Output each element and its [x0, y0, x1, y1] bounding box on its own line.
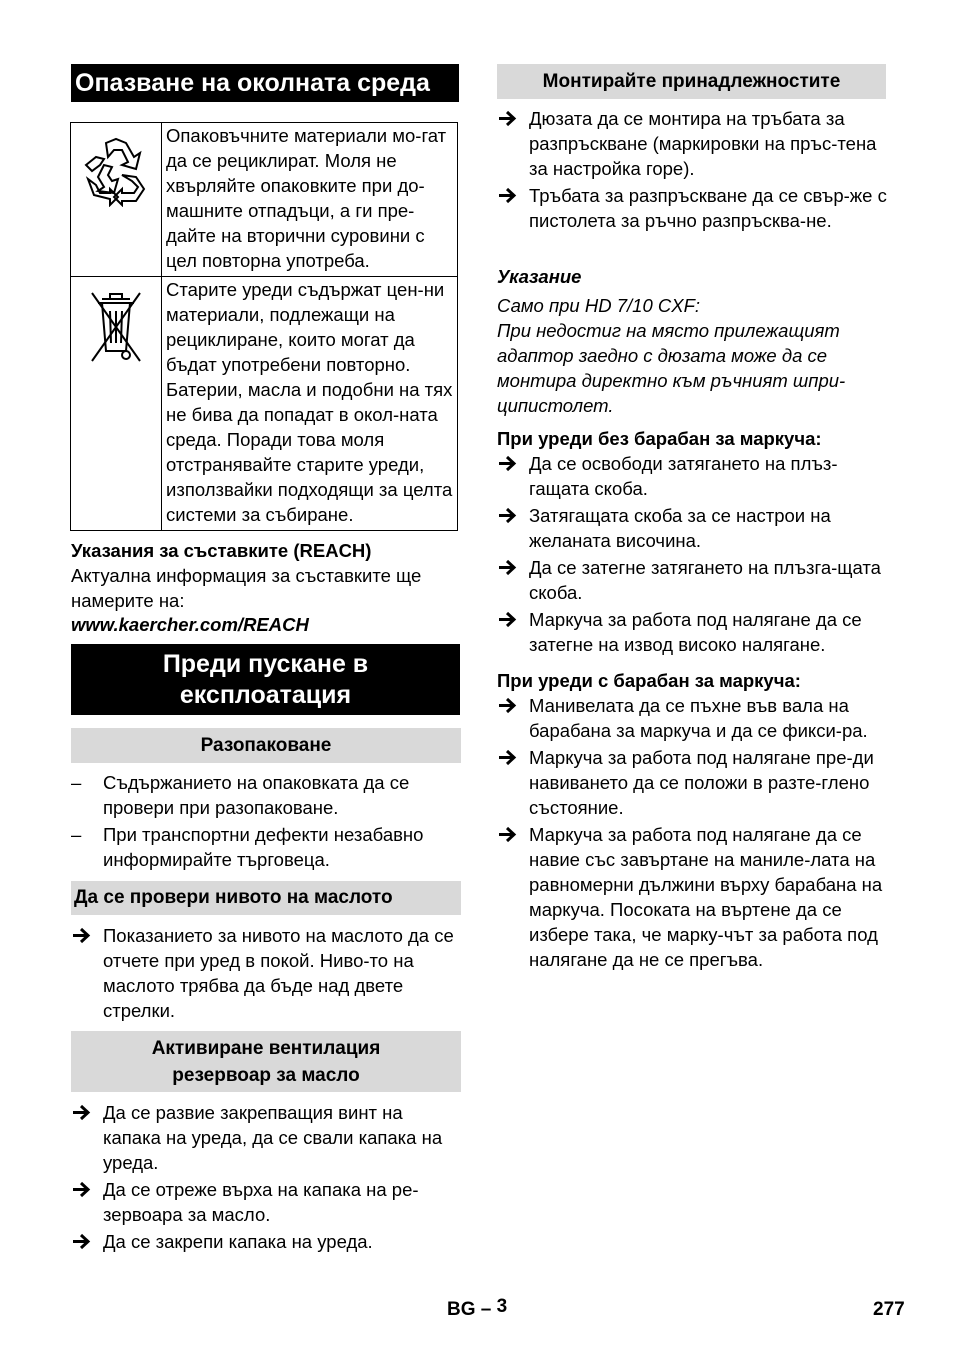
- page-number: 277: [873, 1299, 905, 1320]
- list-item: Затягащата скоба за се настрои на желаната височина.: [497, 503, 887, 553]
- drum-list: [497, 693, 887, 974]
- reach-heading: Указания за съставките (REACH): [71, 540, 372, 561]
- arrow-right-icon: [497, 555, 519, 580]
- oil-list: [71, 923, 461, 1025]
- oil-heading: Да се провери нивото на маслото: [71, 881, 461, 915]
- arrow-right-icon: [497, 183, 519, 208]
- drum-heading: При уреди с барабан за маркуча:: [497, 670, 801, 691]
- list-item: Маркуча за работа под налягане пре-ди навиването да се положи в разте-глено състояние.: [497, 745, 887, 820]
- list-item: Да се отреже върха на капака на ре-зервоара за масло.: [71, 1177, 461, 1227]
- arrow-right-icon: [497, 451, 519, 476]
- list-item: Маркуча за работа под налягане да се навие със завъртане на маниле-лата на равномерни дължини върху барабана на маркуча. Посоката на въртене да се избере така, че марку-чът за работа под налягане да не се прегъва.: [497, 822, 887, 972]
- dash-icon: –: [71, 772, 82, 793]
- note-heading: Указание: [497, 266, 582, 287]
- vent-heading: [71, 1031, 461, 1092]
- nodrum-heading: При уреди без барабан за маркуча:: [497, 428, 822, 449]
- unpack-list: [71, 770, 461, 874]
- acc-list: [497, 106, 887, 235]
- list-item: Маркуча за работа под налягане да се затегне на извод високо налягане.: [497, 607, 887, 657]
- recycle-icon: [78, 135, 154, 207]
- arrow-right-icon: [71, 1100, 93, 1125]
- footer-dash: –: [480, 1299, 492, 1320]
- arrow-right-icon: [497, 607, 519, 632]
- list-item: Тръбата за разпръскване да се свър-же с пистолета за ръчно разпръсква-не.: [497, 183, 887, 233]
- footer-lang: BG: [447, 1299, 476, 1320]
- reach-text: Актуална информация за съставките ще намерите на:: [71, 565, 422, 611]
- acc-heading: Монтирайте принадлежностите: [497, 64, 886, 99]
- env-recycle-text: Опаковъчните материали мо-гат да се рециклират. Моля не хвърляйте опаковките при до-машните отпадъци, а ги пре-дайте на вторични суровини с цел повторна употреба.: [162, 123, 458, 277]
- env-row-recycle: [71, 123, 458, 277]
- arrow-right-icon: [497, 822, 519, 847]
- vent-list: [71, 1100, 461, 1256]
- list-item: Показанието за нивото на маслото да се отчете при уред в покой. Ниво-то на маслото трябва да бъде над двете стрелки.: [71, 923, 461, 1023]
- start-heading-line2: експлоатация: [179, 681, 352, 709]
- unpack-heading: Разопаковане: [71, 728, 461, 763]
- list-item: Да се развие закрепващия винт на капака на уреда, да се свали капака на уреда.: [71, 1100, 461, 1175]
- list-item: Да се закрепи капака на уреда.: [71, 1229, 461, 1254]
- start-heading-line1: Преди пускане в: [162, 650, 369, 678]
- env-weee-text: Старите уреди съдържат цен-ни материали, подлежащи на рециклиране, които могат да бъдат употребени повторно. Батерии, масла и подобни на тях не бива да попадат в окол-ната среда. Поради това моля отстранявайте старите уреди, използвайки подходящи за целта системи за събиране.: [162, 277, 458, 531]
- arrow-right-icon: [497, 693, 519, 718]
- list-item: Да се затегне затягането на плъзга-щата скоба.: [497, 555, 887, 605]
- recycle-icon-cell: [71, 123, 162, 277]
- env-table: [70, 122, 458, 531]
- list-item: Дюзата да се монтира на тръбата за разпръскване (маркировки на пръс-тена за настройка горе).: [497, 106, 887, 181]
- env-row-weee: [71, 277, 458, 531]
- reach-url[interactable]: www.kaercher.com/REACH: [71, 614, 309, 635]
- start-heading: [71, 644, 460, 715]
- list-item: – Съдържанието на опаковката да се провери при разопаковане.: [71, 772, 410, 818]
- footer-section: 3: [496, 1296, 508, 1317]
- list-item: – При транспортни дефекти незабавно информирайте търговеца.: [71, 824, 424, 870]
- env-heading: Опазване на околната среда: [71, 64, 459, 102]
- arrow-right-icon: [497, 503, 519, 528]
- weee-icon-cell: [71, 277, 162, 531]
- nodrum-list: [497, 451, 887, 659]
- arrow-right-icon: [71, 1229, 93, 1254]
- vent-heading-line2: резервоар за масло: [172, 1065, 360, 1086]
- dash-icon: –: [71, 824, 82, 845]
- arrow-right-icon: [497, 745, 519, 770]
- arrow-right-icon: [497, 106, 519, 131]
- note-line1: Само при HD 7/10 CXF:: [497, 295, 701, 316]
- list-item: Манивелата да се пъхне във вала на барабана за маркуча и да се фикси-ра.: [497, 693, 887, 743]
- arrow-right-icon: [71, 1177, 93, 1202]
- arrow-right-icon: [71, 923, 93, 948]
- footer-section-label: [447, 1297, 507, 1322]
- crossed-bin-icon: [88, 289, 144, 365]
- vent-heading-line1: Активиране вентилация: [151, 1038, 381, 1059]
- note-text: При недостиг на място прилежащият адаптор заедно с дюзата може да се монтира директно към ръчният шпри-ципистолет.: [497, 320, 846, 416]
- list-item: Да се освободи затягането на плъз-гащата скоба.: [497, 451, 887, 501]
